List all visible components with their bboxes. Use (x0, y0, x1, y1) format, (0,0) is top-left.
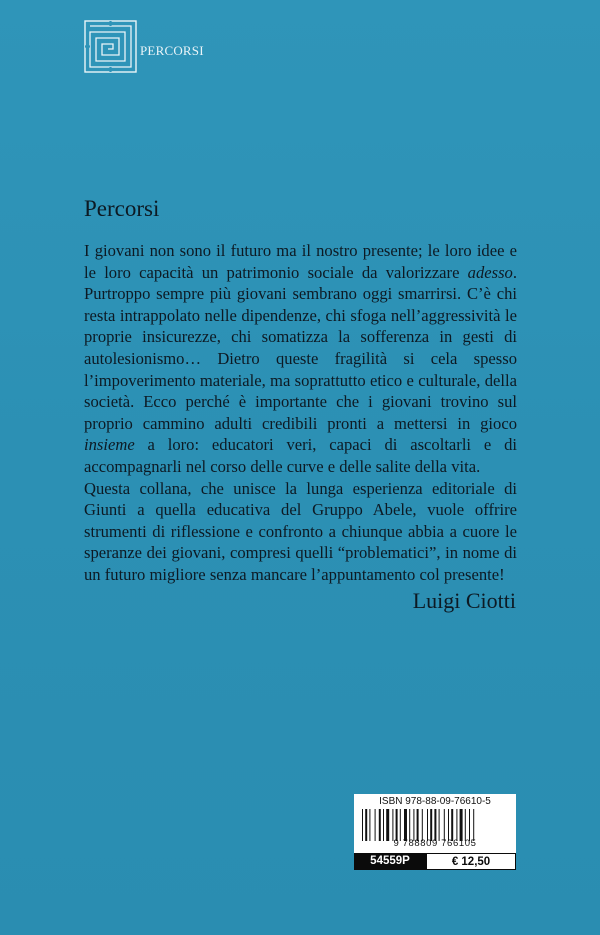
product-code: 54559P (354, 853, 426, 870)
emphasis-adesso: adesso (467, 262, 513, 282)
paragraph-2: Questa collana, che unisce la lunga esperienza editoriale di Giunti a quella educativa del Gruppo Abele, vuole offrire strumenti di riflessione e confronto a chiunque abbia a cuore le speranze dei giovani, compresi quelli “problematici”, in nome di un futuro migliore senza mancare l’appuntamento col presente! (84, 478, 517, 584)
brand-name: PERCORSI (140, 43, 204, 58)
price-row (354, 853, 516, 870)
paragraph-1-part-c: a loro: educatori veri, capaci di ascoltarli e di accompagnarli nel corso delle curve e delle salite della vita. (84, 435, 517, 476)
isbn-label: ISBN 978-88-09-76610-5 (379, 796, 491, 807)
paragraph-1-part-a: I giovani non sono il futuro ma il nostro presente; le loro idee e le loro capacità un patrimonio sociale da valorizzare (84, 241, 517, 282)
description-text (84, 240, 517, 586)
paragraph-1 (84, 240, 517, 478)
paragraph-1-part-b: . Purtroppo sempre più giovani sembrano oggi smarrirsi. C’è chi resta intrappolato nelle dipendenze, chi sfoga nell’aggressività le proprie insicurezze, chi somatizza la sofferenza in gesti di autolesionismo… Dietro queste fragilità si cela spesso l’impoverimento materiale, ma soprattutto etico e culturale, della società. Ecco perché è importante che i giovani trovino sul proprio cammino adulti credibili pronti a mettersi in gioco (84, 262, 517, 433)
price-label: € 12,50 (426, 853, 516, 870)
author-signature: Luigi Ciotti (412, 588, 516, 613)
labyrinth-logo-icon (84, 20, 137, 73)
series-title: Percorsi (84, 196, 160, 221)
barcode-digits: 9 788809 766105 (393, 838, 477, 849)
emphasis-insieme: insieme (84, 435, 135, 455)
barcode-icon (360, 809, 510, 841)
